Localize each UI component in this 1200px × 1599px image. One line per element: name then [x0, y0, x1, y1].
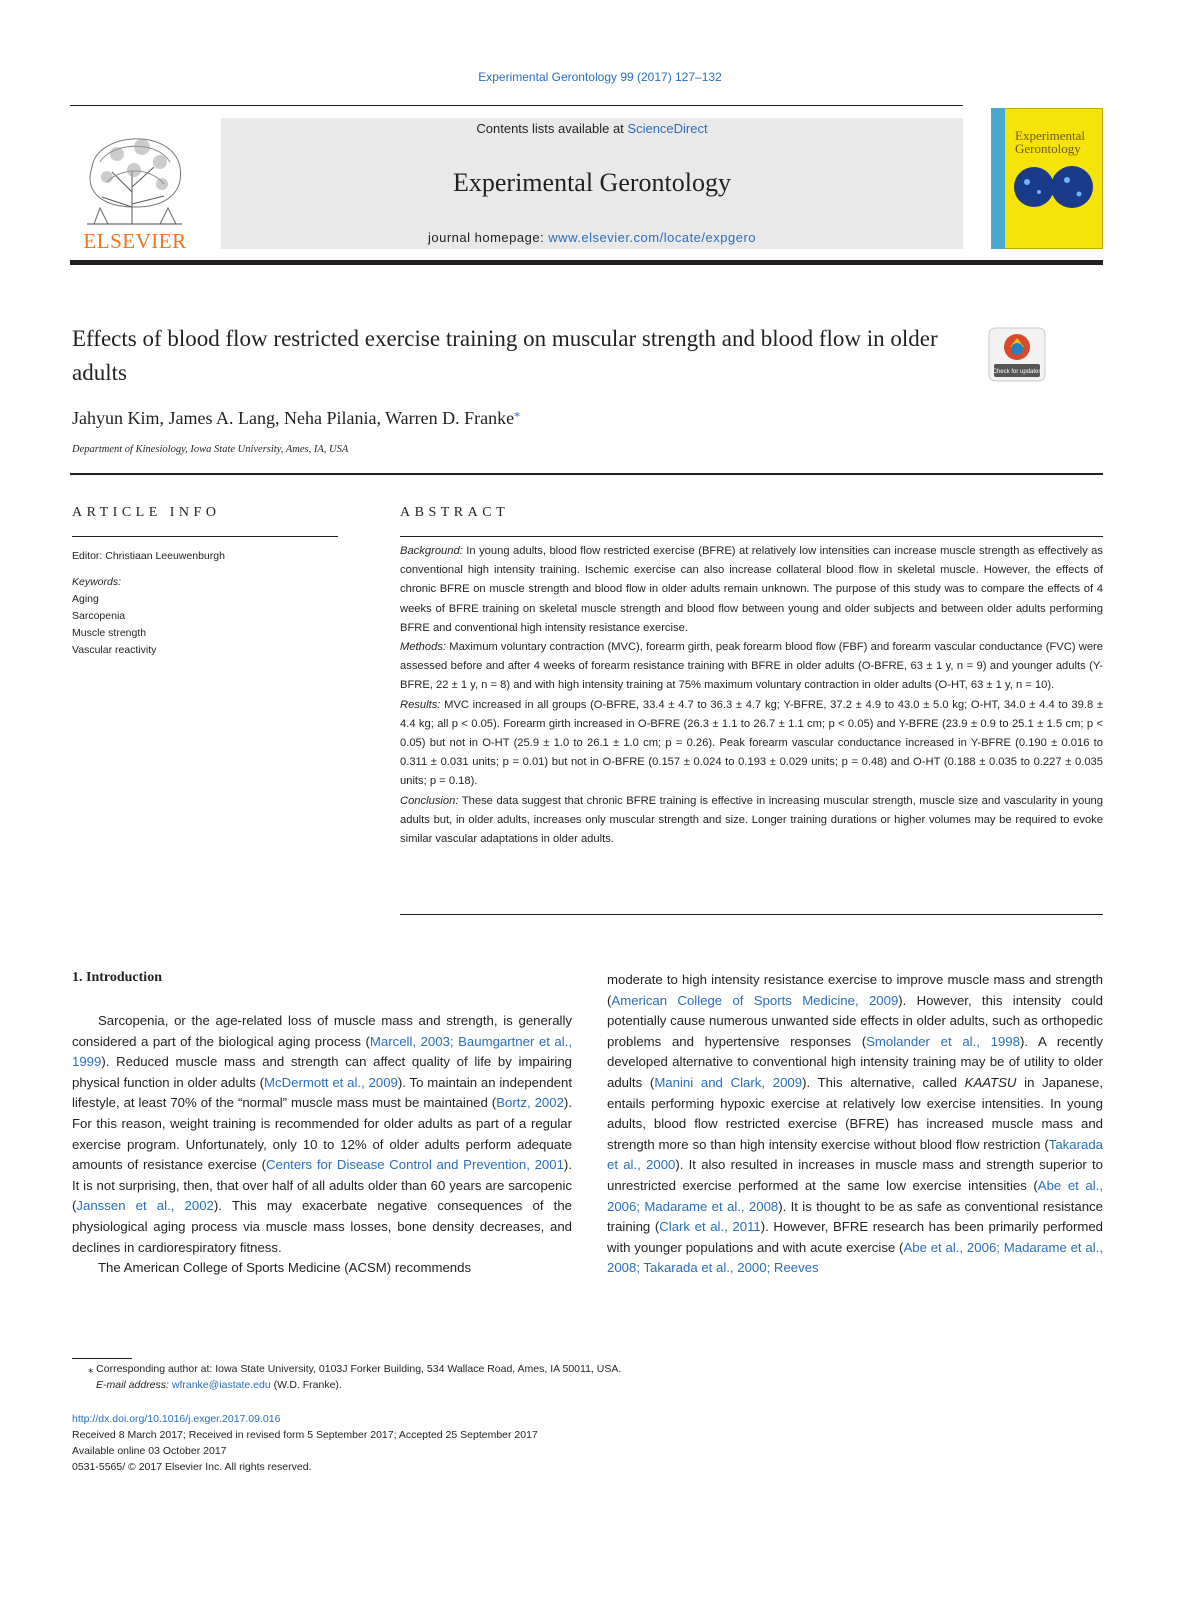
elsevier-wordmark: ELSEVIER	[83, 229, 187, 253]
body-text: ). It is thought to be as safe as conventional resistance training (	[607, 1198, 1103, 1235]
body-column-left	[72, 1011, 572, 1279]
body-text: Sarcopenia, or the age-related loss of muscle mass and strength, is generally considered a part of the biological aging process (	[72, 1013, 572, 1049]
article-info	[72, 548, 342, 659]
intro-paragraph	[72, 1011, 572, 1258]
abstract-heading: ABSTRACT	[400, 505, 510, 520]
citation-link[interactable]: Marcell, 2003; Baumgartner et al., 1999	[72, 1033, 572, 1070]
citation-link[interactable]: Janssen et al., 2002	[76, 1198, 214, 1214]
abstract-rule	[400, 536, 1103, 537]
crossmark-badge[interactable]	[988, 327, 1046, 382]
citation-link[interactable]: Bortz, 2002	[496, 1095, 564, 1111]
abstract-body	[400, 542, 1103, 849]
keywords-label: Keywords:	[72, 576, 122, 588]
body-text: ). However, this intensity could potentially cause numerous unwanted side effects in older adults, such as orthopedic problems and hypertensive responses (	[607, 992, 1103, 1049]
publication-info	[72, 1411, 972, 1475]
abstract-background: Background: In young adults, blood flow restricted exercise (BFRE) at relatively low intensities can increase muscle strength as effectively as conventional high intensity training. Ischemic exercise can also increase collateral blood flow in skeletal muscle. However, the effects of chronic BFRE on muscle strength and blood flow in older adults remain unknown. The purpose of this study was to compare the effects of 4 weeks of BFRE training on skeletal muscle strength and blood flow between young and older subjects and between older adults performing BFRE and conventional high intensity resistance exercise.	[400, 545, 1103, 634]
corresponding-author-note: ⁎ Corresponding author at: Iowa State University, 0103J Forker Building, 534 Wallace Road, Ames, IA 50011, USA.	[88, 1363, 622, 1375]
article-title: Effects of blood flow restricted exercise training on muscular strength and blood flow in older adults	[72, 326, 938, 385]
body-text: ). It also resulted in increases in muscle mass and strength superior to unrestricted exercise performed at the same low exercise intensities (	[607, 1157, 1104, 1193]
citation-link[interactable]: Centers for Disease Control and Prevention, 2001	[265, 1157, 564, 1173]
keyword-item: Vascular reactivity	[72, 644, 157, 656]
journal-title: Experimental Gerontology	[453, 168, 731, 197]
abstract-bottom-rule	[400, 914, 1103, 915]
crossmark-label: Check for updates	[992, 369, 1042, 375]
homepage-link[interactable]: www.elsevier.com/locate/expgero	[548, 230, 756, 245]
journal-citation[interactable]: Experimental Gerontology 99 (2017) 127–132	[478, 70, 722, 84]
footnote	[72, 1361, 972, 1393]
cover-strip	[991, 108, 1005, 249]
body-text: ). A recently developed alternative to conventional high intensity training may be of utility to older adults (	[607, 1033, 1103, 1090]
header-thick-rule	[70, 260, 1103, 265]
citation-link[interactable]: Manini and Clark, 2009	[654, 1074, 803, 1090]
cover-title: Experimental Gerontology	[1015, 128, 1086, 156]
cover-cells-image	[1012, 162, 1094, 212]
abstract-methods: Methods: Maximum voluntary contraction (MVC), forearm girth, peak forearm blood flow (FBF) and forearm vascular conductance (FVC) were assessed before and after 4 weeks of forearm resistance training with BFRE in older adults (O-BFRE, 63 ± 1 y, n = 9) and younger adults (Y-BFRE, 22 ± 1 y, n = 8) and with high intensity training at 75% maximum voluntary contraction in older adults (O-HT, 63 ± 1 y, n = 10).	[400, 641, 1104, 692]
abstract-results: Results: MVC increased in all groups (O-BFRE, 33.4 ± 4.7 to 36.3 ± 4.7 kg; Y-BFRE, 37.2 ± 4.9 to 43.0 ± 5.0 kg; O-HT, 34.0 ± 4.4 to 39.8 ± 4.4 kg; all p < 0.05). Forearm girth increased in O-BFRE (26.3 ± 1.1 to 26.7 ± 1.1 cm; p < 0.05) and Y-BFRE (23.9 ± 0.9 to 25.1 ± 1.5 cm; p < 0.05) but not in O-HT (25.9 ± 1.0 to 26.1 ± 1.0 cm; p = 0.26). Peak forearm vascular conductance increased in Y-BFRE (0.190 ± 0.016 to 0.311 ± 0.031 units; p = 0.01) but not in O-BFRE (0.157 ± 0.024 to 0.193 ± 0.029 units; p = 0.48) and O-HT (0.188 ± 0.035 to 0.227 ± 0.035 units; p = 0.18).	[400, 698, 1103, 788]
editor-line: Editor: Christiaan Leeuwenburgh	[72, 550, 225, 562]
contents-line	[221, 121, 963, 136]
doi-link[interactable]: http://dx.doi.org/10.1016/j.exger.2017.09.016	[72, 1413, 281, 1425]
article-info-rule	[72, 536, 338, 537]
introduction-heading: 1. Introduction	[72, 970, 162, 985]
italic-term: KAATSU	[964, 1074, 1017, 1090]
citation-link[interactable]: Takarada et al., 2000	[607, 1136, 1103, 1173]
author-names: Jahyun Kim, James A. Lang, Neha Pilania, Warren D. Franke	[72, 408, 515, 428]
affiliation: Department of Kinesiology, Iowa State University, Ames, IA, USA	[72, 444, 349, 455]
citation-link[interactable]: Abe et al., 2006; Madarame et al., 2008; Takarada et al., 2000; Reeves	[607, 1239, 1103, 1276]
background-label: Background:	[400, 545, 463, 557]
header-rule	[70, 105, 963, 106]
citation-link[interactable]: McDermott et al., 2009	[264, 1074, 398, 1090]
online-date: Available online 03 October 2017	[72, 1445, 227, 1457]
body-text: ). However, BFRE research has been primarily performed with younger populations and with acute exercise (	[607, 1219, 1103, 1255]
citation-link[interactable]: American College of Sports Medicine, 2009	[611, 992, 899, 1008]
methods-label: Methods:	[400, 641, 447, 654]
contents-prefix: Contents lists available at	[476, 121, 628, 136]
intro-paragraph: The American College of Sports Medicine (ACSM) recommends	[98, 1260, 472, 1276]
conclusion-label: Conclusion:	[400, 794, 459, 807]
email-suffix: (W.D. Franke).	[273, 1379, 342, 1391]
corresponding-mark[interactable]: ⁎	[514, 406, 521, 420]
body-text: ). This may exacerbate negative consequences of the physiological aging process via muscle mass losses, bone density decreases, and declines in cardiorespiratory fitness.	[72, 1198, 572, 1255]
intro-paragraph	[607, 970, 1103, 1279]
citation-link[interactable]: Smolander et al., 1998	[866, 1033, 1020, 1049]
email-label: E-mail address:	[96, 1379, 169, 1391]
copyright-line: 0531-5565/ © 2017 Elsevier Inc. All rights reserved.	[72, 1461, 312, 1473]
body-text: ). Reduced muscle mass and strength can affect quality of life by impairing physical function in older adults (	[72, 1054, 572, 1090]
body-column-right	[607, 970, 1103, 1279]
homepage-prefix: journal homepage:	[427, 230, 549, 245]
body-text: ). This alternative, called	[802, 1074, 965, 1090]
results-label: Results:	[400, 698, 441, 711]
keyword-item: Aging	[72, 593, 99, 605]
body-text: ). To maintain an independent lifestyle, at least 70% of the “normal” muscle mass must be maintained (	[72, 1074, 572, 1111]
email-link[interactable]: wfranke@iastate.edu	[171, 1379, 271, 1391]
body-text: ). For this reason, weight training is recommended for older adults as part of a regular exercise program. Unfortunately, only 10 to 12% of older adults perform adequate amounts of resistance exercise (	[72, 1095, 572, 1173]
abstract-conclusion: Conclusion: These data suggest that chronic BFRE training is effective in increasing muscular strength, muscle size and vascularity in young adults but, in older adults, increases only muscular strength and size. Longer training durations or higher volumes may be required to evoke similar vascular adaptations in older adults.	[400, 794, 1103, 846]
homepage-line	[221, 230, 963, 245]
body-text: ). It is not surprising, then, that over half of all adults older than 60 years are sarcopenic (	[72, 1157, 572, 1214]
article-info-heading: ARTICLE INFO	[72, 505, 221, 520]
keyword-item: Muscle strength	[72, 627, 147, 639]
citation-link[interactable]: Abe et al., 2006; Madarame et al., 2008	[607, 1177, 1104, 1214]
sciencedirect-link[interactable]: ScienceDirect	[627, 121, 708, 136]
citation-link[interactable]: Clark et al., 2011	[659, 1219, 761, 1235]
footnote-rule	[72, 1358, 132, 1359]
title-rule	[70, 473, 1103, 475]
keyword-item: Sarcopenia	[72, 610, 126, 622]
email-line	[72, 1377, 972, 1393]
received-dates: Received 8 March 2017; Received in revised form 5 September 2017; Accepted 25 September 2017	[72, 1429, 538, 1441]
body-text: in Japanese, entails performing hypoxic exercise at relatively low exercise intensities. In young adults, blood flow restricted exercise (BFRE) has increased muscle mass and strength more so than high intensity exercise without blood flow restriction (	[607, 1074, 1104, 1152]
body-text: moderate to high intensity resistance exercise to improve muscle mass and strength (	[607, 972, 1103, 1008]
authors-line	[72, 406, 972, 429]
crossmark-icon	[988, 327, 1046, 382]
